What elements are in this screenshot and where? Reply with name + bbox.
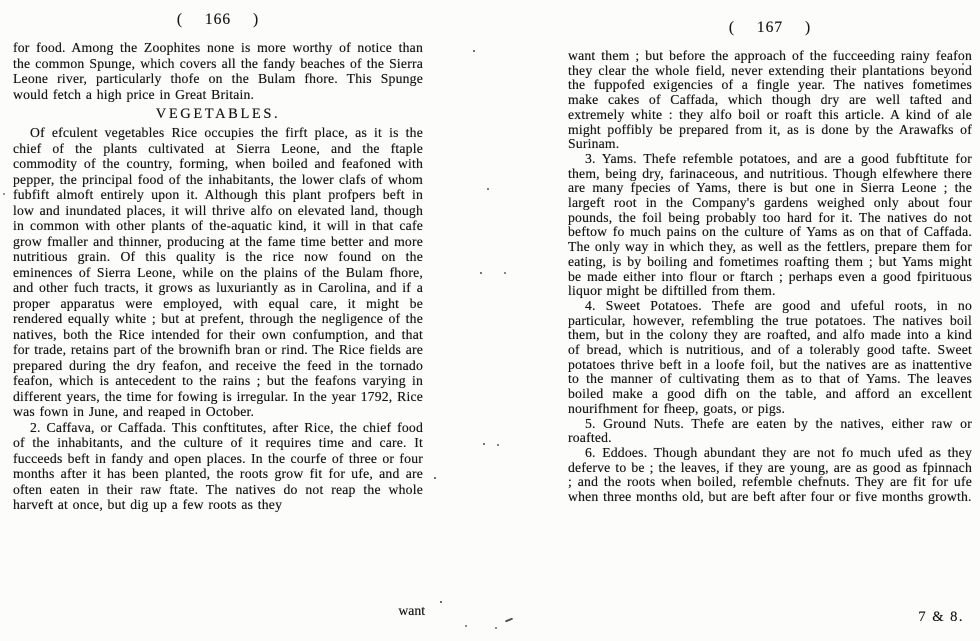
paragraph-rice: Of efculent vegetables Rice occupies the firft place, as it is the chief of the plants cultivated at Sierra Leone, and the ftaple commodity of the country, forming, when boiled and feafoned with pepper, the principal food of the inhabitants, the lower clafs of whom fubfift almoft entirely upon it. Although this plant profpers beft in low and inundated places, it will thrive alfo on elevated land, though in common with other plants of the-aquatic kind, it will in that cafe grow fmaller and thinner, producing at the fame time better and more nutritious grain. Of this quality is the rice now found on the eminences of Sierra Leone, while on the plains of the Bulam fhore, and other fuch tracts, it grows as luxuriantly as in Carolina, and if a proper apparatus were employed, with equal care, it might be rendered equally white ; but at prefent, through the negligence of the natives, both the Rice intended for their own confumption, and that for trade, retains part of the brownifh bran or rind. The Rice fields are prepared during the dry feafon, and receive the feed in the tornado feafon, which is antecedent to the rains ; but the feafons varying in different years, the time for fowing is irregular. In the year 1792, Rice was fown in June, and reaped in October. [13,125,423,419]
paragraph-eddoes: 6. Eddoes. Though abundant they are not fo much ufed as they deferve to be ; the leaves, if they are young, are as good as fpinnach ; and the roots when boiled, refemble chefnuts. They are fit for ufe when three months old, but are beft after four or five months growth. [568,444,972,505]
scan-noise-specks [473,50,475,52]
page-number-right: ( 167 ) [728,19,812,36]
signature-mark: 7 & 8. [918,609,964,625]
paragraph-sweet-potatoes: 4. Sweet Potatoes. Thefe are good and ufeful roots, in no particular, however, refembling the true potatoes. The natives boil them, but in the colony they are roafted, and alfo made into a kind of bread, which is nutritious, and of a tolerably good tafte. Sweet potatoes thrive beft in a loofe foil, but the natives are as inattentive to the manner of cultivating them as to that of Yams. The leaves boiled make a good difh on the table, and afford an excellent nourifhment for fheep, goats, or pigs. [568,297,972,416]
page-number-left: ( 166 ) [176,11,260,28]
paragraph-spunge-continuation: for food. Among the Zoophites none is more worthy of notice than the common Spunge, which covers all the fandy beaches of the Sierra Leone river, particularly thofe on the Bulam fhore. This Spunge would fetch a high price in Great Britain. [13,40,423,102]
page-166 [13,11,423,633]
paragraph-yams: 3. Yams. Thefe refemble potatoes, and are a good fubftitute for them, being dry, farinaceous, and nutritious. Though elfewhere there are many fpecies of Yams, there is but one in Sierra Leone ; the largeft root in the Company's gardens weighed only about four pounds, the foil being probably too hard for it. The natives do not beftow fo much pains on the culture of Yams as on that of Caffada. The only way in which they, as well as the fettlers, prepare them for eating, is by boiling and fometimes roafting them ; but Yams might be made either into flour or ftarch ; perhaps even a good fpirituous liquor might be diftilled from them. [568,150,972,299]
scan-smudge [505,618,513,623]
paragraph-ground-nuts: 5. Ground Nuts. Thefe are eaten by the natives, either raw or roafted. [568,415,972,446]
section-heading-vegetables: VEGETABLES. [155,106,281,122]
catchword-want: want [398,603,425,618]
page-167 [568,19,972,633]
paragraph-cassava: 2. Caffava, or Caffada. This conftitutes, after Rice, the chief food of the inhabitants, and the culture of it requires time and care. It fucceeds beft in fandy and open places. In the courfe of three or four months after it has been planted, the roots grow fit for ufe, and are often eaten in their raw ftate. The natives do not reap the whole harveft at once, but dig up a few roots as they [13,419,423,512]
paragraph-cassava-continuation: want them ; but before the approach of the fucceeding rainy feafon they clear the whole field, never extending their plantations beyond the fuppofed exigencies of a fingle year. The natives fometimes make cakes of Caffada, which though dry are well tafted and extremely white : they alfo boil or roaft this article. A kind of ale might poffibly be prepared from it, as is done by the Arawafks of Surinam. [568,48,972,152]
